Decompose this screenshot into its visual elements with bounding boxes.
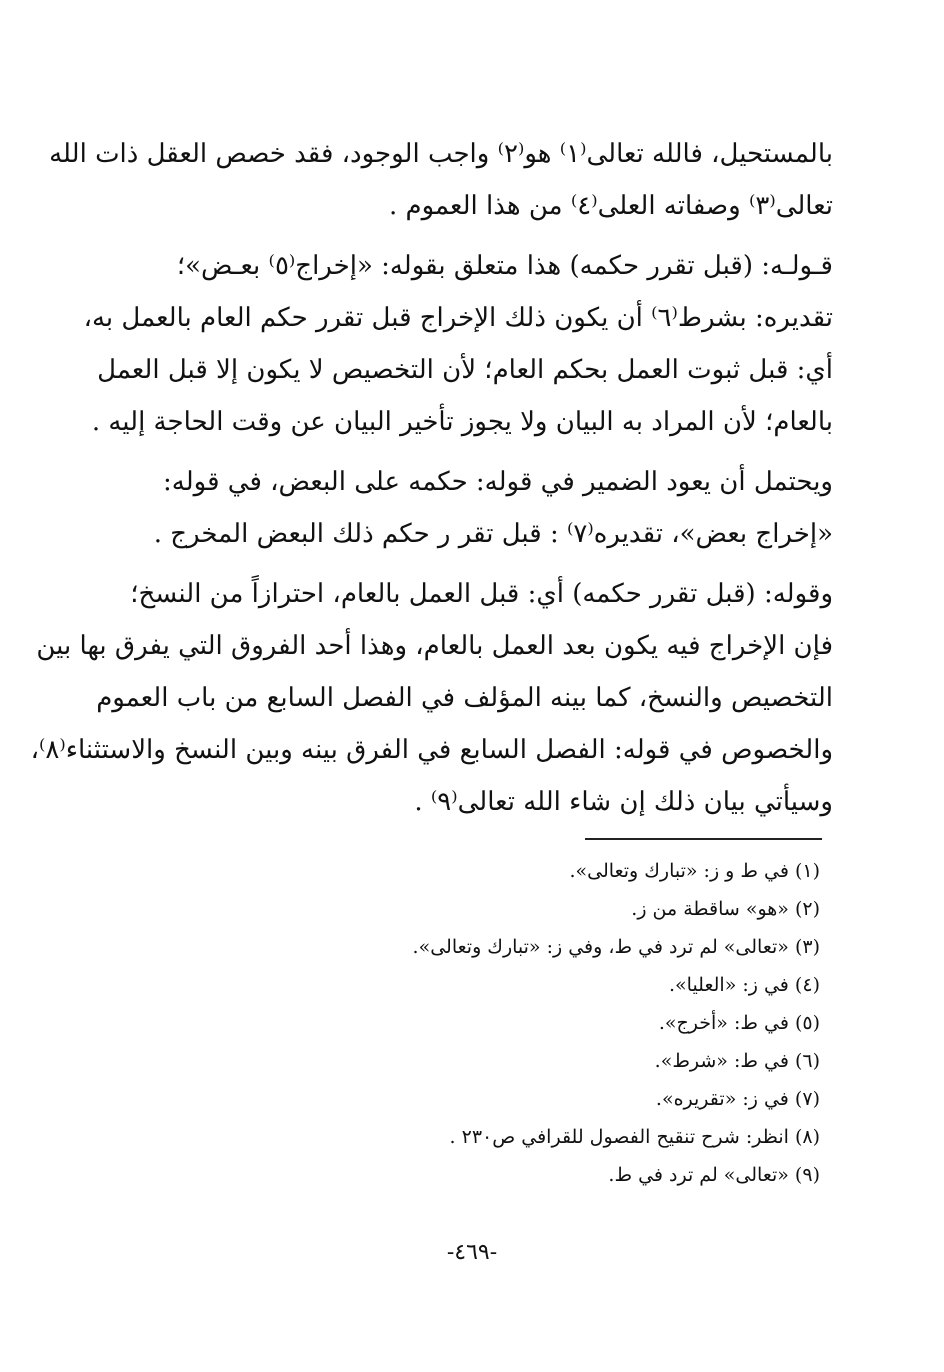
page-number: -٤٦٩- xyxy=(446,1240,498,1265)
footnote-item: (٣) «تعالى» لم ترد في ط، وفي ز: «تبارك وتعالى». xyxy=(412,936,820,958)
footnote-item: (٩) «تعالى» لم ترد في ط. xyxy=(608,1164,820,1186)
footnote-divider xyxy=(585,838,822,840)
text-line: «إخراج بعض»، تقديره⁽٧⁾ : قبل تقر ر حكم ذلك البعض المخرج . xyxy=(153,519,833,549)
text-line: ويحتمل أن يعود الضمير في قوله: حكمه على البعض، في قوله: xyxy=(163,467,833,497)
text-line: تقديره: بشرط⁽٦⁾ أن يكون ذلك الإخراج قبل تقرر حكم العام بالعمل به، xyxy=(83,303,833,333)
footnote-item: (٦) في ط: «شرط». xyxy=(654,1050,820,1072)
text-line: فإن الإخراج فيه يكون بعد العمل بالعام، وهذا أحد الفروق التي يفرق بها بين xyxy=(36,631,833,661)
text-line: أي: قبل ثبوت العمل بحكم العام؛ لأن التخصيص لا يكون إلا قبل العمل xyxy=(97,355,833,385)
paragraph-3 xyxy=(115,456,833,560)
footnote-item: (٤) في ز: «العليا». xyxy=(668,974,820,996)
paragraph-1 xyxy=(49,128,833,232)
main-text-body xyxy=(30,128,833,828)
text-line: التخصيص والنسخ، كما بينه المؤلف في الفصل السابع من باب العموم xyxy=(96,683,833,713)
footnote-item: (١) في ط و ز: «تبارك وتعالى». xyxy=(569,860,820,882)
text-line: وقوله: (قبل تقرر حكمه) أي: قبل العمل بالعام، احترازاً من النسخ؛ xyxy=(130,579,833,609)
text-line: قـولـه: (قبل تقرر حكمه) هذا متعلق بقوله: «إخراج⁽٥⁾ بعـض»؛ xyxy=(176,251,833,281)
text-line: والخصوص في قوله: الفصل السابع في الفرق بينه وبين النسخ والاستثناء⁽٨⁾، xyxy=(30,735,833,765)
text-line: وسيأتي بيان ذلك إن شاء الله تعالى⁽٩⁾ . xyxy=(414,787,833,817)
text-line: بالمستحيل، فالله تعالى⁽١⁾ هو⁽٢⁾ واجب الوجود، فقد خصص العقل ذات الله xyxy=(49,139,833,169)
footnote-item: (٥) في ط: «أخرج». xyxy=(658,1012,820,1034)
text-line: تعالى⁽٣⁾ وصفاته العلى⁽٤⁾ من هذا العموم . xyxy=(388,191,833,221)
footnote-item: (٨) انظر: شرح تنقيح الفصول للقرافي ص٢٣٠ . xyxy=(449,1126,820,1148)
paragraph-4 xyxy=(30,568,833,828)
text-line: بالعام؛ لأن المراد به البيان ولا يجوز تأخير البيان عن وقت الحاجة إليه . xyxy=(91,407,833,437)
footnotes-list xyxy=(340,852,820,1194)
footnote-item: (٢) «هو» ساقطة من ز. xyxy=(631,898,820,920)
footnote-item: (٧) في ز: «تقريره». xyxy=(655,1088,820,1110)
paragraph-2 xyxy=(83,240,833,448)
